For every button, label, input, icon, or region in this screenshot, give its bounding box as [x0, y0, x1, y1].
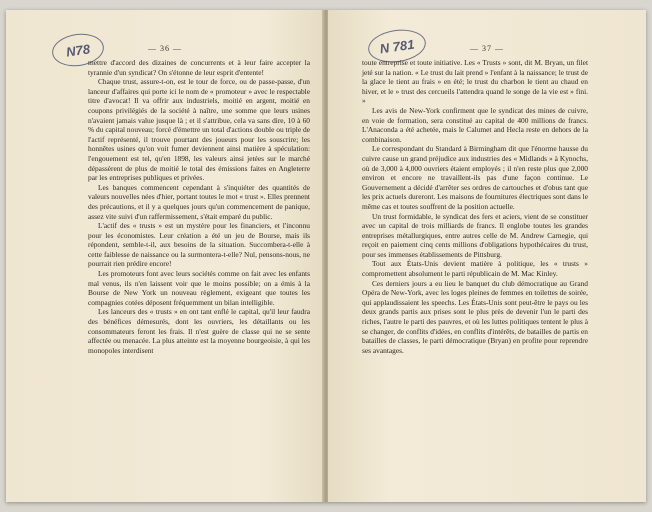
- paragraph: Les promoteurs font avec leurs sociétés comme on fait avec les enfants mal venus, ils n'en laissent voir que le moins possible; on a émis à la Bourse de New York un nouveau règlement, exigeant que toutes les compagnies cotées déposent fréquemment un bilan intelligible.: [88, 269, 310, 307]
- paragraph: Chaque trust, assure-t-on, est le tour de force, ou de passe-passe, d'un lanceur d'affaires qui porte ici le nom de « promoteur » avec le respectable titre d'avocat! Il va offrir aux industriels, moitié en argent, moitié en coupons privilégiés de la société à naître, une somme que leurs usines n'avaient jamais value jusque là ; et il s'attribue, cela va sans dire, 10 à 60 % du capital nouveau; forcé d'émettre un total d'actions double ou triple de l'actif représenté, il trouve pourtant des joueurs pour les souscrire; les honnêtes usines qu'on voit fumer deviennent ainsi matière à spéculation: l'engouement est tel, qu'en 1898, les valeurs ainsi jetées sur le marché dépassèrent de plus de moitié le total des émissions faites en Angleterre par les entreprises publiques et privées.: [88, 77, 310, 183]
- page-number: — 37 —: [470, 44, 504, 53]
- open-book: [6, 10, 646, 502]
- paragraph: Un trust formidable, le syndicat des fers et aciers, vient de se constituer avec un capital de trois milliards de francs. Il englobe toutes les grandes entreprises métallurgiques, entre autres celle de M. Andrew Carnegie, qui reçoit en paiement cinq cents millions d'obligations hypothécaires du trust, pour ses immenses établissements de Pittsburg.: [362, 211, 588, 259]
- page-body: [88, 58, 310, 355]
- paragraph: L'actif des « trusts » est un mystère pour les financiers, et l'inconnu pour les économistes. Leur création a été un jeu de Bourse, mais ils répondent, semble-t-il, aux besoins de la situation. Succombera-t-elle à cette faiblesse de naissance ou la surmontera-t-elle? Nul, pensons-nous, ne pourrait rien prédire encore!: [88, 221, 310, 269]
- right-page: [328, 10, 646, 502]
- paragraph: mettre d'accord des dizaines de concurrents et à leur faire accepter la tyrannie d'un syndicat? On s'étonne de leur esprit d'entente!: [88, 58, 310, 77]
- paragraph: Ces derniers jours a eu lieu le banquet du club démocratique au Grand Opéra de New-York, avec les loges pleines de femmes en toilettes de soirée, qui applaudissaient les speechs. Les États-Unis sont peut-être le pays ou les deux grands partis aux prises sont le plus près de devenir l'un le parti des riches, l'autre le parti des pauvres, et où les luttes politiques tentent le plus à se changer, de conflits d'idées, en conflits d'intérêts, de batailles de partis en batailles de classes, le parti démocratique (Bryan) en profite pour reprendre ses avantages.: [362, 278, 588, 355]
- inventory-stamp: N78: [50, 31, 106, 70]
- page-body: [362, 58, 588, 355]
- page-number: — 36 —: [148, 44, 182, 53]
- paragraph: toute entreprise et toute initiative. Les « Trusts » sont, dit M. Bryan, un filet jeté sur la nation. « Le trust du lait prend » l'enfant à la naissance; le trust de la glace le tient au frais » en été; le trust du charbon le tient au chaud en hiver, et le » trust des cercueils l'attendra quand le songe de la vie est » fini. »: [362, 58, 588, 106]
- paragraph: Le correspondant du Standard à Birmingham dit que l'énorme hausse du cuivre cause un grand préjudice aux industries des « Midlands » à Kynochs, où de 3,000 à 4,000 ouvriers étaient employés ; il n'en reste plus que 2,000 environ et encore ne travaillent-ils pas d'une façon continue. Le Gouvernement a décidé d'arrêter ses ordres de cartouches et d'obus tant que les prix actuels dureront. Les maisons de fournitures électriques sont dans le même cas et toutes souffrent de la position actuelle.: [362, 144, 588, 211]
- left-page: [6, 10, 324, 502]
- paragraph: Les lanceurs des « trusts » en ont tant enflé le capital, qu'il leur faudra des bénéfices démesurés, dont les ouvriers, les détaillants ou les consommateurs feront les frais. Il n'est guère de classe qui ne se sente affectée ou menacée. La plus atteinte est la moyenne bourgeoisie, à qui les monopoles interdisent: [88, 307, 310, 355]
- paragraph: Les banques commencent cependant à s'inquiéter des quantités de valeurs nouvelles nées d'hier, portant toutes le mot « trust ». Elles prennent des précautions, et il y a quelques jours qu'un commencement de panique, assez vite suivi d'un raffermissement, s'était emparé du public.: [88, 182, 310, 221]
- inventory-stamp: N 781: [366, 26, 428, 66]
- paragraph: Les avis de New-York confirment que le syndicat des mines de cuivre, en voie de formation, sera constitué au capital de 400 millions de francs. L'Anaconda a été achetée, mais le Calumet and Hecla reste en dehors de la combinaison.: [362, 105, 588, 144]
- paragraph: Tout aux États-Unis devient matière à politique, les « trusts » compromettent absolument le parti républicain de M. Mac Kinley.: [362, 259, 588, 279]
